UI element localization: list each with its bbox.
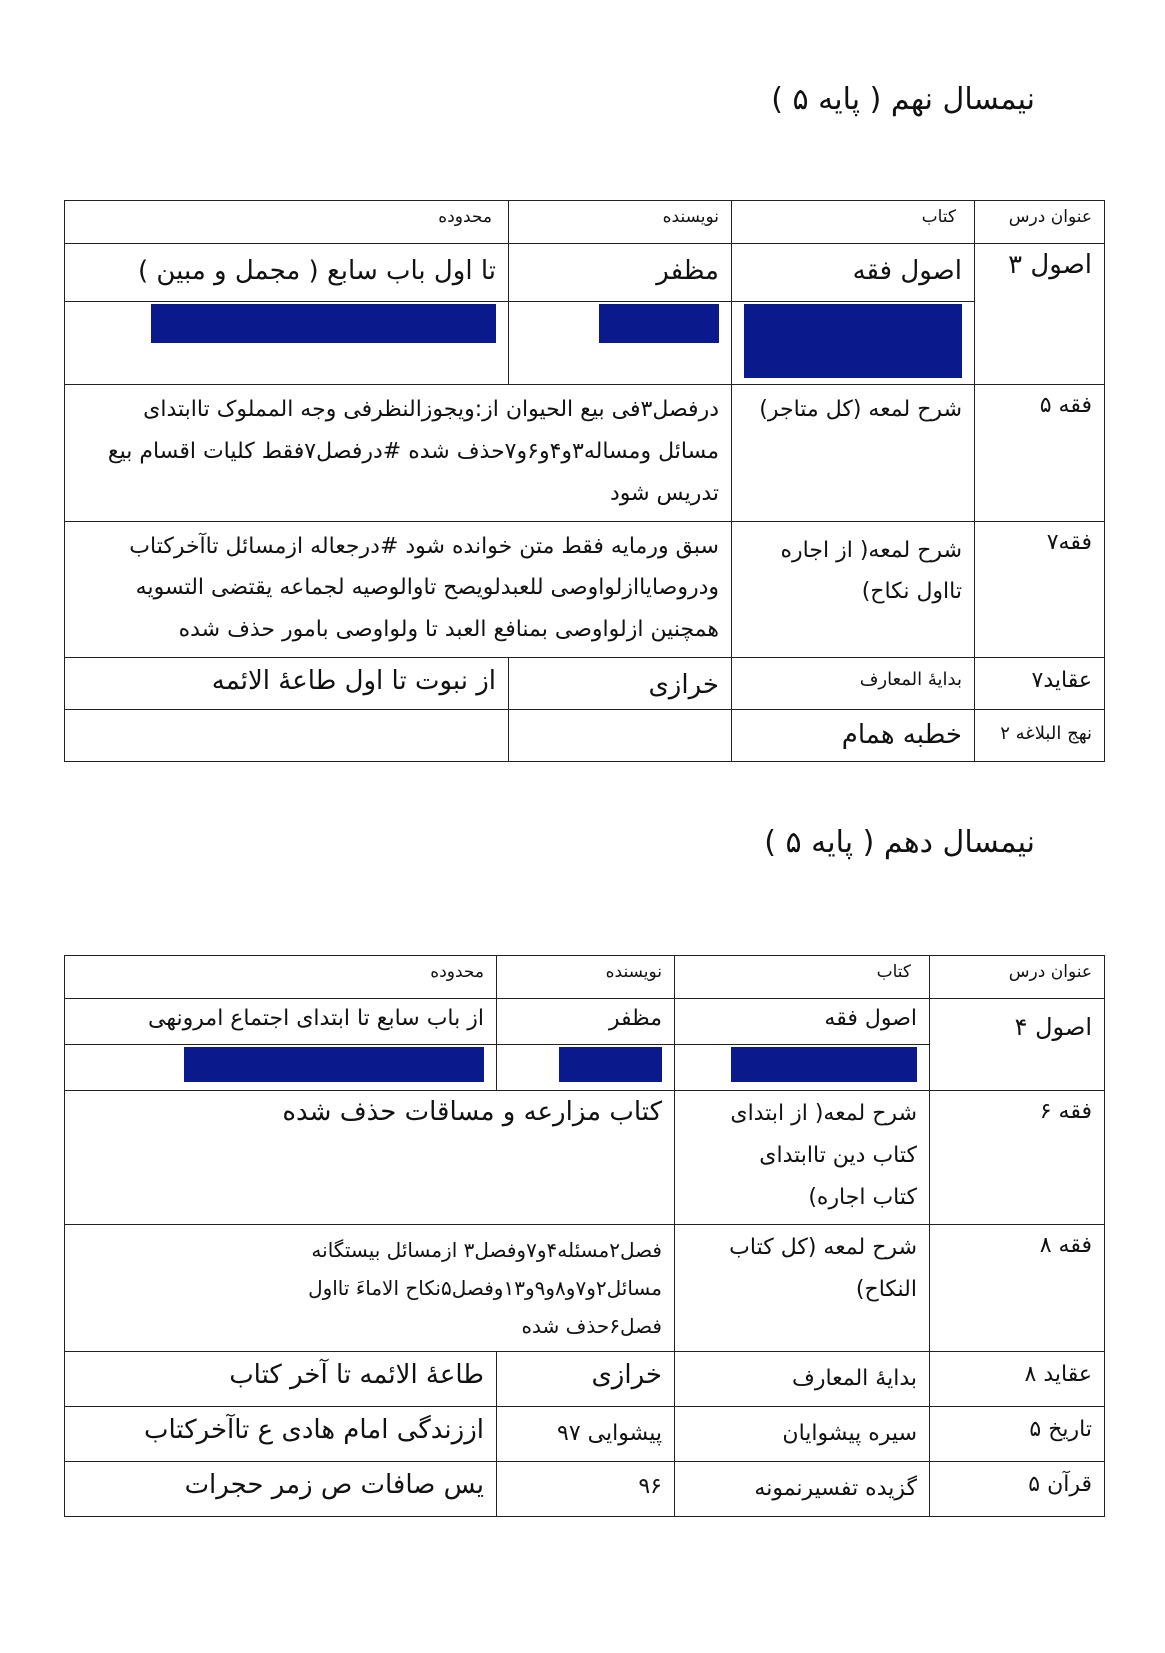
book-cell: اصول فقه — [675, 999, 930, 1045]
table-row — [65, 657, 1105, 709]
author-cell — [509, 302, 732, 385]
range-cell: کتاب مزارعه و مساقات حذف شده — [65, 1091, 675, 1225]
table-row — [65, 244, 1105, 302]
header-range: محدوده — [65, 956, 497, 999]
subject-cell: نهج البلاغه ۲ — [975, 710, 1105, 762]
author-cell: خرازی — [509, 657, 732, 709]
highlighted-text: اول امرونهی تاابتدای دلیل عقلی — [184, 1047, 484, 1082]
table-row — [65, 999, 1105, 1045]
author-cell: پیشوایی ۹۷ — [497, 1407, 675, 1462]
range-cell — [65, 1045, 497, 1091]
subject-cell: فقه۷ — [975, 521, 1105, 657]
range-cell: طاعهٔ الائمه تا آخر کتاب — [65, 1352, 497, 1407]
range-cell: اززندگی امام هادی ع تاآخرکتاب — [65, 1407, 497, 1462]
author-cell: ۹۶ — [497, 1461, 675, 1516]
highlighted-text: از ابتدای کتاب تا اول امر و نهی — [151, 304, 496, 343]
range-cell — [65, 302, 509, 385]
table-row — [65, 1407, 1105, 1462]
book-cell: خطبه همام — [732, 710, 975, 762]
table-header-row — [65, 201, 1105, 244]
author-cell: خرازی — [497, 1352, 675, 1407]
book-cell — [732, 302, 975, 385]
table-row — [65, 1225, 1105, 1352]
subject-cell: فقه ۵ — [975, 385, 1105, 521]
subject-cell: اصول ۳ — [975, 244, 1105, 385]
range-cell: از باب سابع تا ابتدای اجتماع امرونهی — [65, 999, 497, 1045]
highlighted-text: شهید صدر — [599, 304, 719, 343]
highlighted-text: دروس (حلقه ثالثه ) — [731, 1047, 917, 1082]
subject-cell: تاریخ ۵ — [930, 1407, 1105, 1462]
header-book: کتاب — [732, 201, 975, 244]
header-book: کتاب — [675, 956, 930, 999]
subject-cell: قرآن ۵ — [930, 1461, 1105, 1516]
subject-cell: عقاید ۸ — [930, 1352, 1105, 1407]
table-row — [65, 385, 1105, 521]
table-row — [65, 1091, 1105, 1225]
book-cell: شرح لمعه (کل متاجر) — [732, 385, 975, 521]
semester-10-table — [64, 955, 1105, 1517]
book-cell: سیره پیشوایان — [675, 1407, 930, 1462]
book-cell: بدایهٔ المعارف — [732, 657, 975, 709]
subject-cell: اصول ۴ — [930, 999, 1105, 1091]
range-cell: فصل۲مسئله۴و۷وفصل۳ ازمسائل بیستگانه مسائل۲و۷و۸و۹و۱۳وفصل۵نکاح الاماءَ تااول فصل۶حذف شده — [65, 1225, 675, 1352]
book-cell: شرح لمعه( از ابتدای کتاب دین تاابتدای کتاب اجاره) — [675, 1091, 930, 1225]
subject-cell: فقه ۶ — [930, 1091, 1105, 1225]
range-cell: سبق ورمایه فقط متن خوانده شود #درجعاله ازمسائل تاآخرکتاب ودروصایاازلواوصی للعبدلویصح تاوالوصیه لجماعه یقتضی التسویه همچنین ازلواوصی بمنافع العبد تا ولواوصی بامور حذف شده — [65, 521, 732, 657]
author-cell: مظفر — [497, 999, 675, 1045]
book-cell: بدایهٔ المعارف — [675, 1352, 930, 1407]
header-author: نویسنده — [497, 956, 675, 999]
semester-9-table — [64, 200, 1105, 762]
book-cell: شرح لمعه (کل کتاب النکاح) — [675, 1225, 930, 1352]
subject-cell: عقاید۷ — [975, 657, 1105, 709]
header-author: نویسنده — [509, 201, 732, 244]
header-range: محدوده — [65, 201, 509, 244]
header-subject: عنوان درس — [930, 956, 1105, 999]
semester-9-title: نیمسال نهم ( پایه ۵ ) — [771, 82, 1035, 117]
table-row — [65, 1352, 1105, 1407]
range-cell: از نبوت تا اول طاعهٔ الائمه — [65, 657, 509, 709]
semester-10-title: نیمسال دهم ( پایه ۵ ) — [764, 825, 1035, 860]
range-cell: تا اول باب سابع ( مجمل و مبین ) — [65, 244, 509, 302]
book-cell: اصول فقه — [732, 244, 975, 302]
subject-cell: فقه ۸ — [930, 1225, 1105, 1352]
table-row — [65, 1461, 1105, 1516]
author-cell — [497, 1045, 675, 1091]
range-cell — [65, 710, 509, 762]
author-cell: مظفر — [509, 244, 732, 302]
book-cell: شرح لمعه( از اجاره تااول نکاح) — [732, 521, 975, 657]
range-cell: درفصل۳فی بیع الحیوان از:ویجوزالنظرفی وجه المملوک تاابتدای مسائل ومساله۳و۴و۶و۷حذف شده #درفصل۷فقط کلیات اقسام بیع تدریس شود — [65, 385, 732, 521]
table-row — [65, 710, 1105, 762]
highlighted-text: شهید صدر — [559, 1047, 662, 1082]
author-cell — [509, 710, 732, 762]
table-row — [65, 521, 1105, 657]
book-cell: گزیده تفسیرنمونه — [675, 1461, 930, 1516]
header-subject: عنوان درس — [975, 201, 1105, 244]
table-header-row — [65, 956, 1105, 999]
highlighted-text: دروس (حلقه ثالثه ) — [744, 304, 962, 378]
book-cell — [675, 1045, 930, 1091]
range-cell: یس صافات ص زمر حجرات — [65, 1461, 497, 1516]
table-row — [65, 302, 1105, 385]
